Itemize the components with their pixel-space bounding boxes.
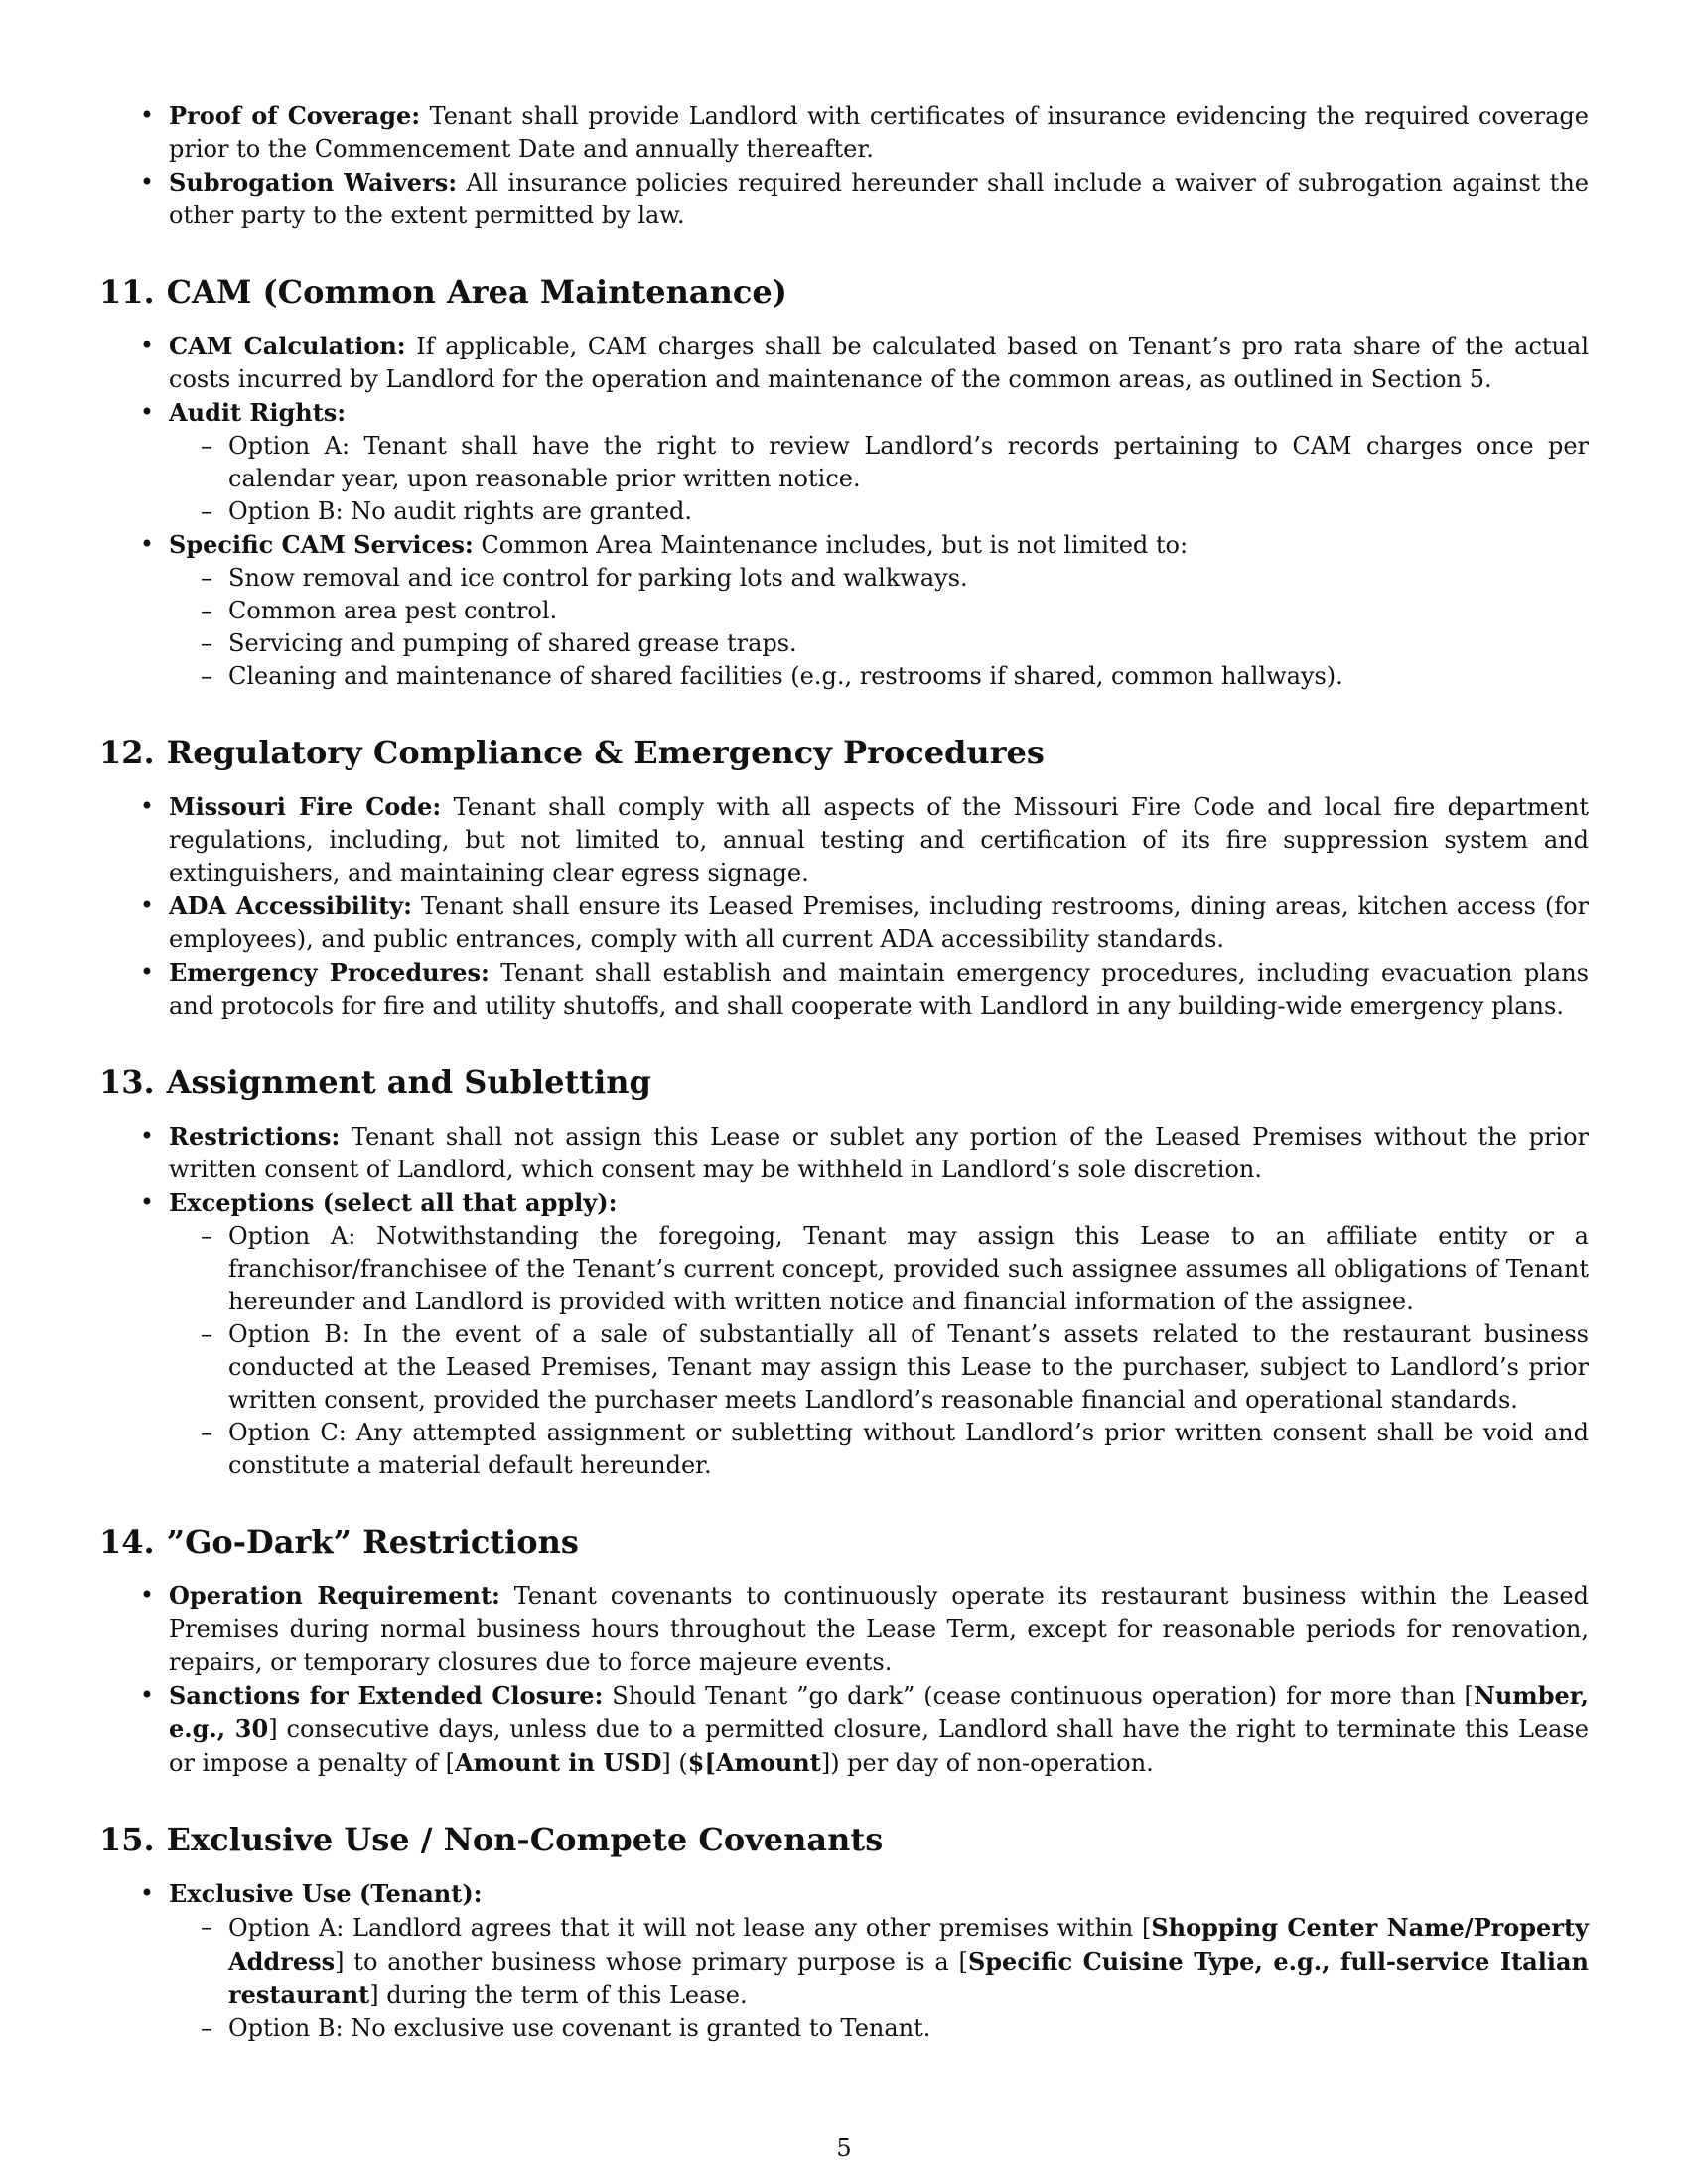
bullet-icon: •: [139, 398, 155, 426]
section-heading-13: 13. Assignment and Subletting: [99, 1063, 651, 1101]
dash-icon: –: [201, 629, 212, 657]
dash-icon: –: [201, 564, 212, 592]
dash-icon: –: [201, 497, 212, 525]
sub-item: – Snow removal and ice control for parking lots and walkways.: [169, 562, 1589, 595]
section-11-list: [99, 330, 1589, 693]
section-heading-11: 11. CAM (Common Area Maintenance): [99, 273, 787, 311]
sub-item: – Option C: Any attempted assignment or subletting without Landlord’s prior written consent shall be void and constitute a material default hereunder.: [169, 1417, 1589, 1482]
insurance-list: [99, 99, 1589, 232]
list-item: • Audit Rights: – Option A: Tenant shall have the right to review Landlord’s records pertaining to CAM charges once per calendar year, upon reasonable prior written notice. – Option B: No audit rights are granted.: [99, 396, 1589, 528]
list-item: • Exceptions (select all that apply): – Option A: Notwithstanding the foregoing, Tenant may assign this Lease to an affiliate entity or a franchisor/franchisee of the Tenant’s current concept, provided such assignee assumes all obligations of Tenant hereunder and Landlord is provided with written notice and financial information of the assignee. – Option B: In the event of a sale of substantially all of Tenant’s assets related to the restaurant business conducted at the Leased Premises, Tenant may assign this Lease to the purchaser, subject to Landlord’s prior written consent, provided the purchaser meets Landlord’s reasonable financial and operational standards. – Option C: Any attempted assignment or subletting without Landlord’s prior written consent shall be void and constitute a material default hereunder.: [99, 1186, 1589, 1482]
bullet-icon: •: [139, 1188, 155, 1216]
bullet-icon: •: [139, 958, 155, 986]
sub-item: – Option B: No exclusive use covenant is granted to Tenant.: [169, 2012, 1589, 2045]
dash-icon: –: [201, 662, 212, 690]
bullet-icon: •: [139, 332, 155, 359]
list-item: • Sanctions for Extended Closure: Should Tenant ”go dark” (cease continuous operation) for more than [Number, e.g., 30] consecutive days, unless due to a permitted closure, Landlord shall have the right to terminate this Lease or impose a penalty of [Amount in USD] ($[Amount]) per day of non-operation.: [99, 1679, 1589, 1780]
section-15-list: [99, 1877, 1589, 2045]
bullet-icon: •: [139, 891, 155, 919]
list-item: • Specific CAM Services: Common Area Maintenance includes, but is not limited to: – Snow removal and ice control for parking lots and walkways. – Common area pest control. – Servicing and pumping of shared grease traps. – Cleaning and maintenance of shared facilities (e.g., restrooms if shared, common hallways).: [99, 528, 1589, 693]
sub-item: – Option A: Notwithstanding the foregoing, Tenant may assign this Lease to an affiliate entity or a franchisor/franchisee of the Tenant’s current concept, provided such assignee assumes all obligations of Tenant hereunder and Landlord is provided with written notice and financial information of the assignee.: [169, 1220, 1589, 1318]
list-item: • Exclusive Use (Tenant): – Option A: Landlord agrees that it will not lease any other premises within [Shopping Center Name/Property Address] to another business whose primary purpose is a [Specific Cuisine Type, e.g., full-service Italian restaurant] during the term of this Lease. – Option B: No exclusive use covenant is granted to Tenant.: [99, 1877, 1589, 2045]
section-heading-14: 14. ”Go-Dark” Restrictions: [99, 1523, 579, 1561]
list-item: • Missouri Fire Code: Tenant shall comply with all aspects of the Missouri Fire Code and local fire department regulations, including, but not limited to, annual testing and certification of its fire suppression system and extinguishers, and maintaining clear egress signage.: [99, 790, 1589, 889]
bullet-icon: •: [139, 1581, 155, 1609]
dash-icon: –: [201, 1320, 212, 1348]
section-heading-15: 15. Exclusive Use / Non-Compete Covenants: [99, 1821, 884, 1858]
sub-item: – Cleaning and maintenance of shared facilities (e.g., restrooms if shared, common hallways).: [169, 660, 1589, 693]
list-item: • Operation Requirement: Tenant covenants to continuously operate its restaurant business within the Leased Premises during normal business hours throughout the Lease Term, except for reasonable periods for renovation, repairs, or temporary closures due to force majeure events.: [99, 1579, 1589, 1679]
section-12-list: [99, 790, 1589, 1023]
sub-item: – Option A: Landlord agrees that it will not lease any other premises within [Shopping Center Name/Property Address] to another business whose primary purpose is a [Specific Cuisine Type, e.g., full-service Italian restaurant] during the term of this Lease.: [169, 1911, 1589, 2012]
bullet-icon: •: [139, 168, 155, 196]
section-13-list: [99, 1120, 1589, 1482]
bullet-icon: •: [139, 792, 155, 820]
list-item: • Emergency Procedures: Tenant shall establish and maintain emergency procedures, including evacuation plans and protocols for fire and utility shutoffs, and shall cooperate with Landlord in any building-wide emergency plans.: [99, 956, 1589, 1023]
sub-item: – Common area pest control.: [169, 595, 1589, 627]
dash-icon: –: [201, 2014, 212, 2042]
sub-item: – Option B: In the event of a sale of substantially all of Tenant’s assets related to the restaurant business conducted at the Leased Premises, Tenant may assign this Lease to the purchaser, subject to Landlord’s prior written consent, provided the purchaser meets Landlord’s reasonable financial and operational standards.: [169, 1318, 1589, 1417]
dash-icon: –: [201, 432, 212, 460]
page-content: [99, 99, 1589, 2045]
dash-icon: –: [201, 1222, 212, 1250]
list-item: • Subrogation Waivers: All insurance policies required hereunder shall include a waiver of subrogation against the other party to the extent permitted by law.: [99, 166, 1589, 232]
sub-item: – Option B: No audit rights are granted.: [169, 495, 1589, 528]
audit-options: [169, 430, 1589, 528]
sub-item: – Servicing and pumping of shared grease traps.: [169, 627, 1589, 660]
bullet-icon: •: [139, 1122, 155, 1150]
section-14-list: [99, 1579, 1589, 1780]
exclusive-use-options: [169, 1911, 1589, 2045]
list-item: • ADA Accessibility: Tenant shall ensure its Leased Premises, including restrooms, dining areas, kitchen access (for employees), and public entrances, comply with all current ADA accessibility standards.: [99, 889, 1589, 956]
list-item: • Proof of Coverage: Tenant shall provide Landlord with certificates of insurance evidencing the required coverage prior to the Commencement Date and annually thereafter.: [99, 99, 1589, 166]
dash-icon: –: [201, 1419, 212, 1446]
page-number: 5: [836, 2134, 852, 2162]
bullet-icon: •: [139, 1879, 155, 1907]
dash-icon: –: [201, 597, 212, 624]
cam-services: [169, 562, 1589, 693]
bullet-icon: •: [139, 101, 155, 129]
dash-icon: –: [201, 1913, 212, 1941]
sub-item: – Option A: Tenant shall have the right to review Landlord’s records pertaining to CAM charges once per calendar year, upon reasonable prior written notice.: [169, 430, 1589, 495]
assignment-exceptions: [169, 1220, 1589, 1482]
section-heading-12: 12. Regulatory Compliance & Emergency Procedures: [99, 734, 1045, 771]
bullet-icon: •: [139, 1681, 155, 1708]
list-item: • CAM Calculation: If applicable, CAM charges shall be calculated based on Tenant’s pro rata share of the actual costs incurred by Landlord for the operation and maintenance of the common areas, as outlined in Section 5.: [99, 330, 1589, 396]
bullet-icon: •: [139, 530, 155, 558]
list-item: • Restrictions: Tenant shall not assign this Lease or sublet any portion of the Leased Premises without the prior written consent of Landlord, which consent may be withheld in Landlord’s sole discretion.: [99, 1120, 1589, 1186]
